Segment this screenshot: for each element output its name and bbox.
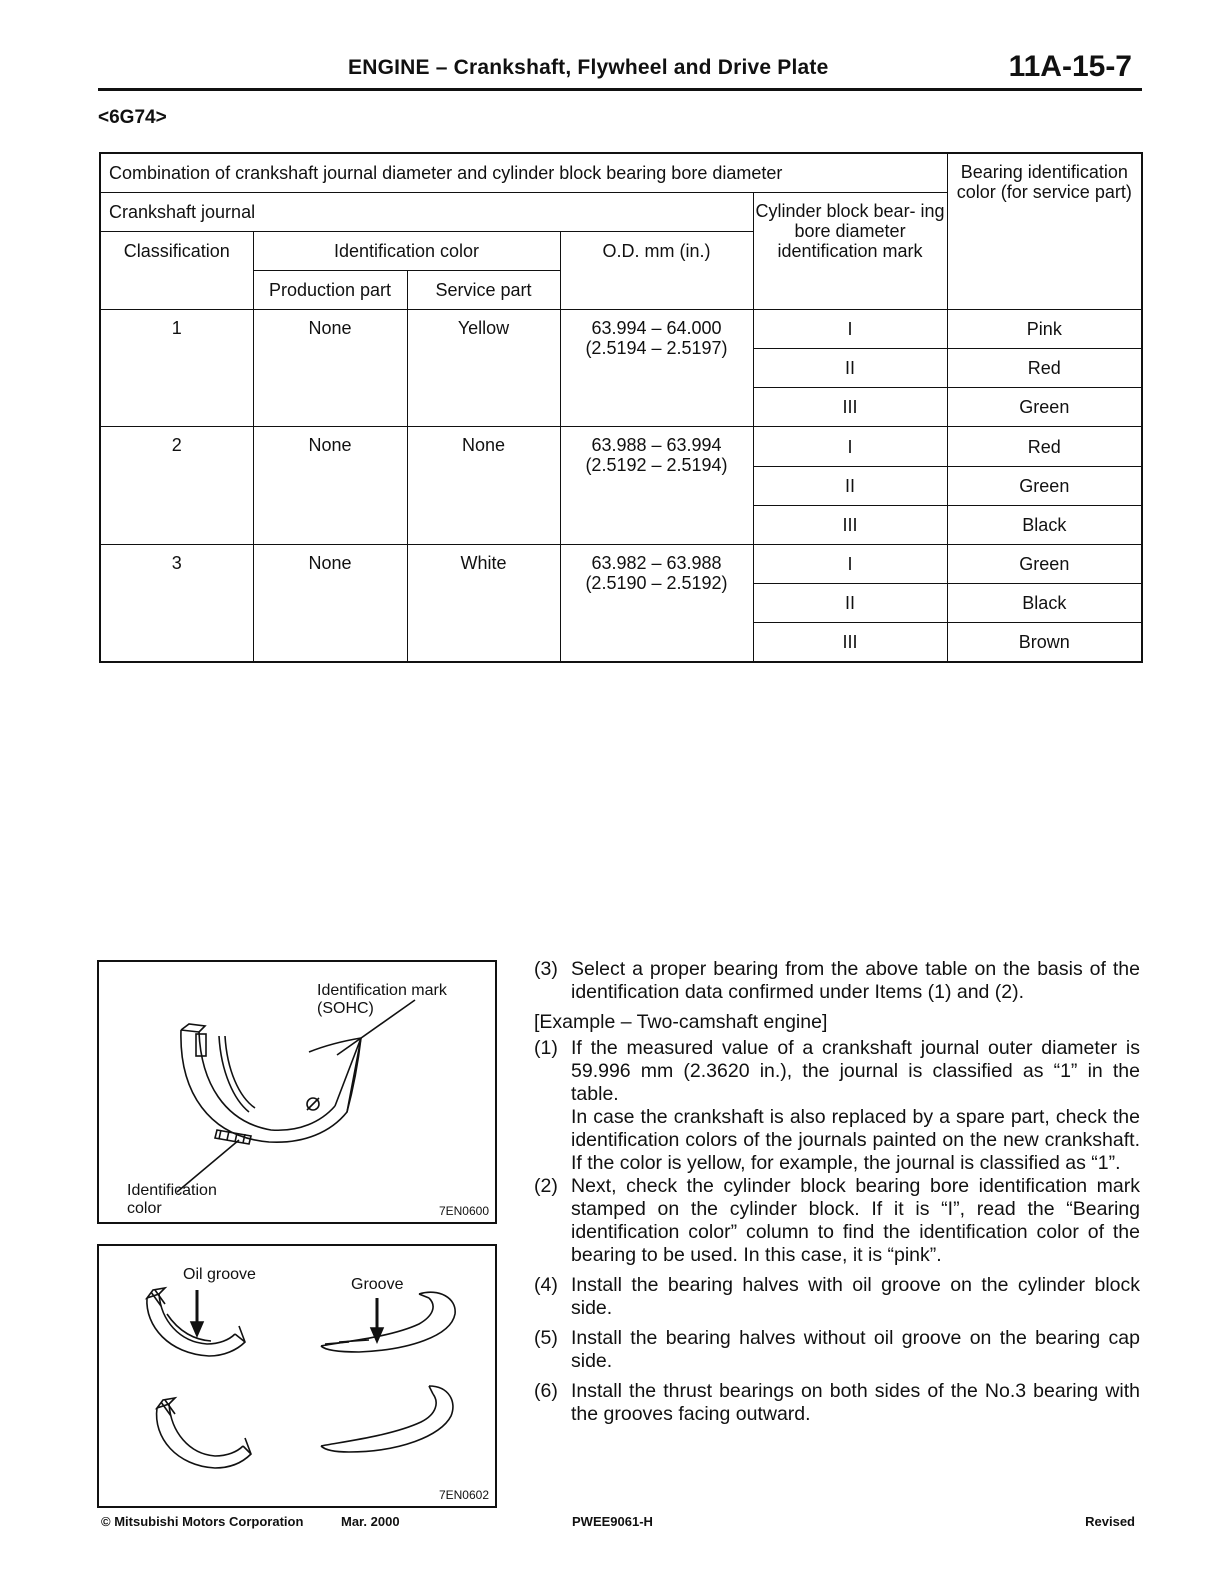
bearing-color-cell: Red: [947, 349, 1142, 388]
engine-code: <6G74>: [98, 107, 167, 128]
bore-mark-cell: III: [753, 505, 947, 544]
header-od: O.D. mm (in.): [560, 231, 753, 309]
header-bore-mark: Cylinder block bear- ing bore diameter identification mark: [753, 192, 947, 309]
footer-date: Mar. 2000: [341, 1514, 400, 1529]
header-bearing-color: Bearing identification color (for service part): [947, 153, 1142, 310]
step-text: Install the bearing halves with oil groove on the cylinder block side.: [571, 1274, 1140, 1319]
step-number: (1): [534, 1037, 558, 1059]
page-number: 11A-15-7: [1008, 50, 1132, 83]
service-part-cell: None: [407, 427, 560, 544]
bearing-color-cell: Black: [947, 584, 1142, 623]
footer-doc-code: PWEE9061-H: [572, 1514, 653, 1529]
classification-cell: 1: [100, 310, 253, 427]
od-mm: 63.982 – 63.988: [591, 552, 722, 573]
header-classification: Classification: [100, 231, 253, 309]
step-text-block: [571, 1037, 1140, 1175]
od-cell: [560, 544, 753, 662]
figure-bearing-identification: [97, 960, 497, 1224]
label-line: Identification mark: [317, 982, 447, 999]
bearing-halves-illustration: [99, 1246, 495, 1506]
classification-cell: 2: [100, 427, 253, 544]
step-number: (6): [534, 1380, 558, 1402]
od-mm: 63.994 – 64.000: [591, 318, 722, 339]
label-oil-groove: Oil groove: [183, 1266, 256, 1283]
od-in: (2.5194 – 2.5197): [585, 338, 728, 359]
bearing-color-cell: Black: [947, 505, 1142, 544]
footer-copyright: © Mitsubishi Motors Corporation: [101, 1514, 304, 1529]
footer-status: Revised: [1085, 1514, 1135, 1529]
od-cell: [560, 427, 753, 544]
step-number: (3): [534, 958, 558, 980]
bore-mark-cell: III: [753, 388, 947, 427]
step-6: [534, 1380, 1140, 1426]
step-number: (4): [534, 1274, 558, 1296]
example-step-1: [534, 1037, 1140, 1175]
example-step-2: [534, 1175, 1140, 1267]
classification-cell: 3: [100, 544, 253, 662]
step-text: If the measured value of a crankshaft journal outer diameter is 59.996 mm (2.3620 in.), the journal is classified as “1” in the table.: [571, 1037, 1140, 1105]
section-title: ENGINE – Crankshaft, Flywheel and Drive Plate: [348, 56, 829, 79]
header-service-part: Service part: [407, 270, 560, 309]
step-text: Install the thrust bearings on both sides of the No.3 bearing with the grooves facing outward.: [571, 1380, 1140, 1425]
step-number: (2): [534, 1175, 558, 1197]
label-groove: Groove: [351, 1276, 404, 1293]
figure-bearing-grooves: [97, 1244, 497, 1508]
od-in: (2.5192 – 2.5194): [585, 455, 728, 476]
label-identification-mark: [317, 982, 447, 1018]
service-part-cell: White: [407, 544, 560, 662]
label-line: (SOHC): [317, 1000, 374, 1017]
step-text: Next, check the cylinder block bearing bore identification mark stamped on the cylinder block. If it is “I”, read the “Bearing identification color” column to find the identification color of the bearing to be used. In this case, it is “pink”.: [571, 1175, 1140, 1266]
figure-code: 7EN0600: [438, 1204, 489, 1218]
example-heading: [Example – Two-camshaft engine]: [534, 1011, 828, 1033]
bore-mark-cell: I: [753, 544, 947, 583]
header-crankshaft-journal: Crankshaft journal: [100, 192, 753, 231]
step-text: Install the bearing halves without oil groove on the bearing cap side.: [571, 1327, 1140, 1372]
figure-code: 7EN0602: [438, 1488, 489, 1502]
production-part-cell: None: [253, 544, 407, 662]
label-line: color: [127, 1200, 162, 1217]
step-5: [534, 1327, 1140, 1373]
bearing-color-cell: Red: [947, 427, 1142, 466]
bore-mark-cell: II: [753, 466, 947, 505]
production-part-cell: None: [253, 310, 407, 427]
step-3: [534, 958, 1140, 1004]
bearing-selection-table: [99, 152, 1143, 663]
step-text: Select a proper bearing from the above table on the basis of the identification data confirmed under Items (1) and (2).: [571, 958, 1140, 1003]
header-divider: [98, 88, 1142, 91]
bearing-color-cell: Pink: [947, 310, 1142, 349]
bore-mark-cell: II: [753, 349, 947, 388]
bearing-color-cell: Green: [947, 388, 1142, 427]
bore-mark-cell: III: [753, 623, 947, 662]
step-4: [534, 1274, 1140, 1320]
bore-mark-cell: I: [753, 427, 947, 466]
label-line: Identification: [127, 1182, 217, 1199]
bearing-color-cell: Green: [947, 466, 1142, 505]
od-in: (2.5190 – 2.5192): [585, 572, 728, 593]
service-part-cell: Yellow: [407, 310, 560, 427]
bearing-color-cell: Brown: [947, 623, 1142, 662]
procedure-text: [534, 958, 1140, 1433]
production-part-cell: None: [253, 427, 407, 544]
header-production-part: Production part: [253, 270, 407, 309]
bore-mark-cell: I: [753, 310, 947, 349]
bearing-color-cell: Green: [947, 544, 1142, 583]
od-cell: [560, 310, 753, 427]
header-identification-color: Identification color: [253, 231, 560, 270]
bore-mark-cell: II: [753, 584, 947, 623]
label-identification-color: [127, 1182, 217, 1218]
table-title: Combination of crankshaft journal diameter and cylinder block bearing bore diameter: [100, 153, 947, 192]
step-text-continued: In case the crankshaft is also replaced by a spare part, check the identification colors of the journals painted on the new crankshaft. If the color is yellow, for example, the journal is classified as “1”.: [571, 1106, 1140, 1174]
od-mm: 63.988 – 63.994: [591, 435, 722, 456]
step-number: (5): [534, 1327, 558, 1349]
